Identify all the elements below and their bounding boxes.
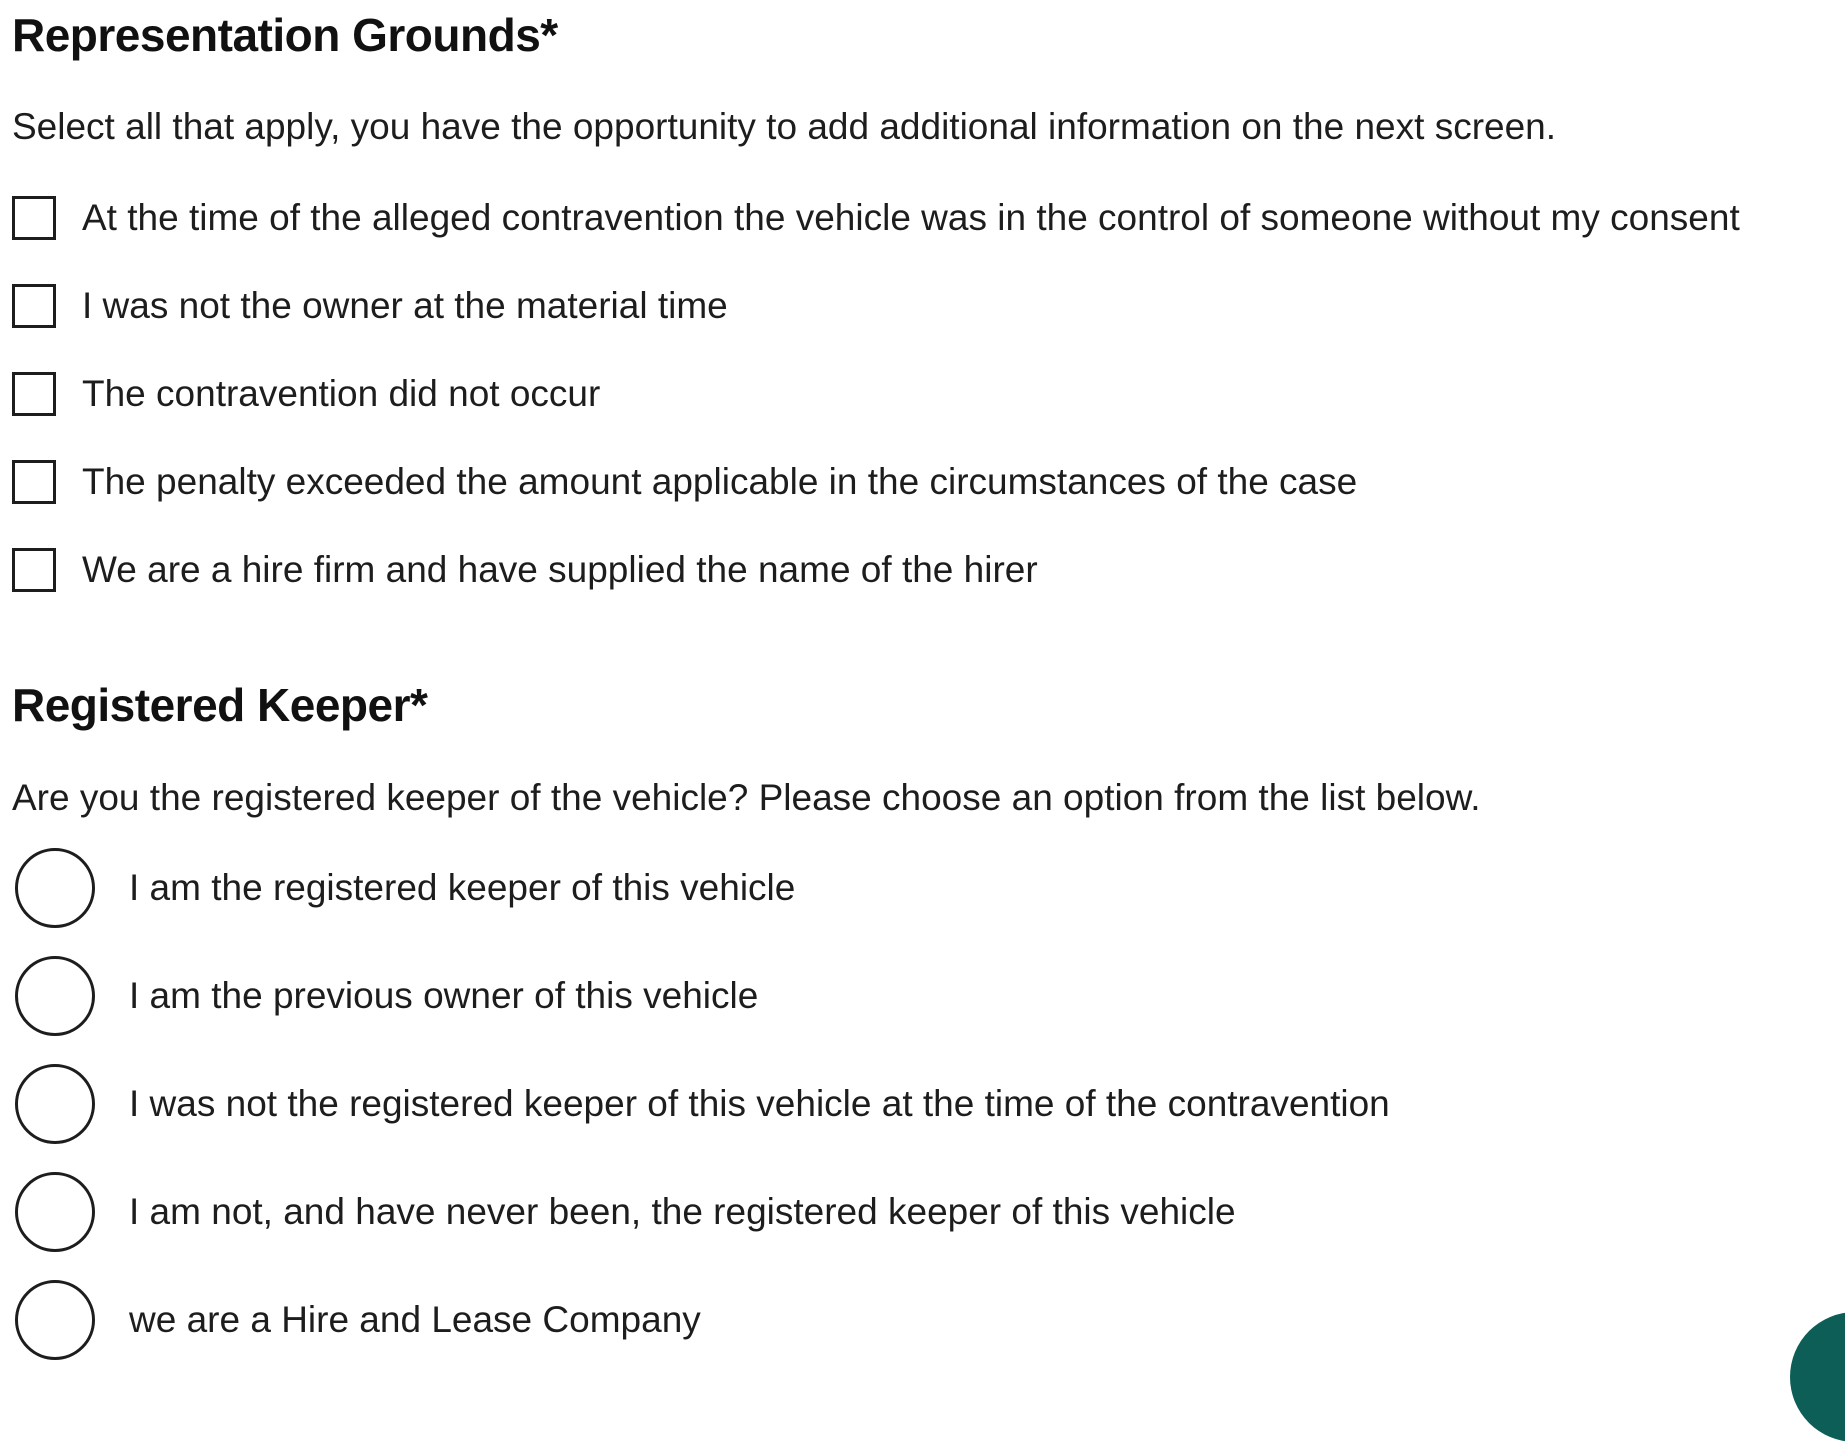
- radio-label: I was not the registered keeper of this vehicle at the time of the contravention: [129, 1083, 1390, 1124]
- radio-button[interactable]: [15, 1280, 95, 1360]
- checkbox-option-penalty-exceeded[interactable]: [12, 457, 1357, 507]
- radio-label: I am the previous owner of this vehicle: [129, 975, 759, 1016]
- checkbox-option-hire-firm[interactable]: [12, 545, 1038, 595]
- radio-button[interactable]: [15, 956, 95, 1036]
- radio-option-hire-lease-company[interactable]: [15, 1280, 701, 1360]
- radio-option-registered-keeper[interactable]: [15, 848, 795, 928]
- floating-action-button[interactable]: [1790, 1312, 1845, 1442]
- radio-option-not-keeper-at-time[interactable]: [15, 1064, 1390, 1144]
- checkbox[interactable]: [12, 548, 56, 592]
- radio-label: we are a Hire and Lease Company: [129, 1299, 701, 1340]
- checkbox-label: The contravention did not occur: [82, 373, 601, 414]
- checkbox-option-did-not-occur[interactable]: [12, 369, 600, 419]
- representation-grounds-heading: Representation Grounds*: [12, 9, 558, 61]
- checkbox-label: I was not the owner at the material time: [82, 285, 728, 326]
- checkbox[interactable]: [12, 284, 56, 328]
- registered-keeper-intro: Are you the registered keeper of the vehicle? Please choose an option from the list below.: [12, 777, 1481, 818]
- radio-option-never-keeper[interactable]: [15, 1172, 1236, 1252]
- representation-grounds-intro: Select all that apply, you have the opportunity to add additional information on the next screen.: [12, 106, 1557, 147]
- checkbox-option-not-owner[interactable]: [12, 281, 728, 331]
- checkbox-label: At the time of the alleged contravention the vehicle was in the control of someone without my consent: [82, 197, 1740, 238]
- radio-button[interactable]: [15, 848, 95, 928]
- checkbox[interactable]: [12, 196, 56, 240]
- radio-button[interactable]: [15, 1064, 95, 1144]
- checkbox[interactable]: [12, 372, 56, 416]
- radio-button[interactable]: [15, 1172, 95, 1252]
- radio-label: I am the registered keeper of this vehicle: [129, 867, 796, 908]
- checkbox-label: We are a hire firm and have supplied the name of the hirer: [82, 549, 1038, 590]
- checkbox-label: The penalty exceeded the amount applicable in the circumstances of the case: [82, 461, 1358, 502]
- checkbox[interactable]: [12, 460, 56, 504]
- radio-option-previous-owner[interactable]: [15, 956, 758, 1036]
- checkbox-option-without-consent[interactable]: [12, 193, 1740, 243]
- registered-keeper-heading: Registered Keeper*: [12, 679, 428, 731]
- radio-label: I am not, and have never been, the registered keeper of this vehicle: [129, 1191, 1236, 1232]
